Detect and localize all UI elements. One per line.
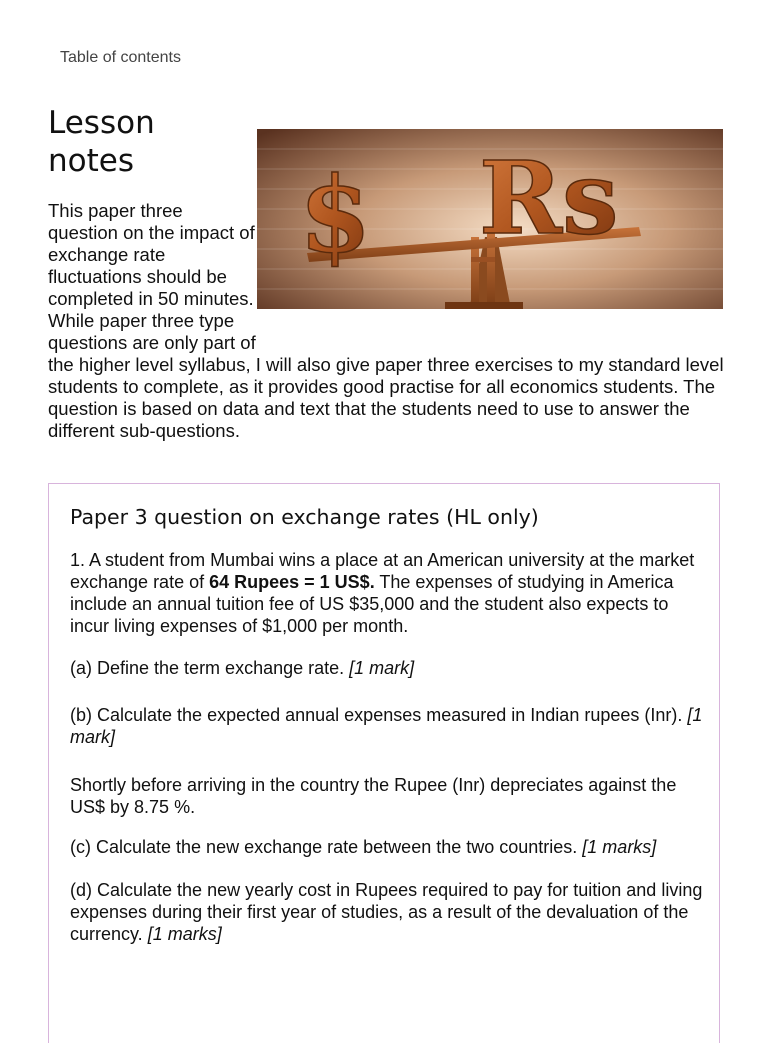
table-of-contents-link[interactable]: Table of contents <box>60 49 181 66</box>
question-context: Shortly before arriving in the country the Rupee (Inr) depreciates against the US$ by 8.75 %. <box>70 775 677 817</box>
question-b: (b) Calculate the expected annual expenses measured in Indian rupees (Inr). [1 mark] <box>70 705 703 747</box>
question-d: (d) Calculate the new yearly cost in Rupees required to pay for tuition and living expenses during their first year of studies, as a result of the devaluation of the currency. [1 marks] <box>70 880 703 944</box>
question-a: (a) Define the term exchange rate. [1 mark] <box>70 658 415 678</box>
page-title: Lesson notes <box>48 105 155 179</box>
question-box <box>48 483 720 1043</box>
question-heading: Paper 3 question on exchange rates (HL only) <box>70 505 539 529</box>
rupee-symbol: Rs <box>479 139 619 257</box>
dollar-symbol: $ <box>299 153 372 276</box>
question-c: (c) Calculate the new exchange rate between the two countries. [1 marks] <box>70 837 657 857</box>
intro-paragraph: This paper three question on the impact of exchange rate fluctuations should be completed in 50 minutes. While paper three type questions are only part of the higher level syllabus, I will also give paper three exercises to my standard level students to complete, as it provides good practise for all economics students. The question is based on data and text that the students need to use to answer the different sub-questions. <box>48 200 724 441</box>
intro-section <box>48 104 728 442</box>
question-1: 1. A student from Mumbai wins a place at an American university at the market exchange rate of 64 Rupees = 1 US$. The expenses of studying in America include an annual tuition fee of US $35,000 and the student also expects to incur living expenses of $1,000 per month. <box>70 550 695 636</box>
